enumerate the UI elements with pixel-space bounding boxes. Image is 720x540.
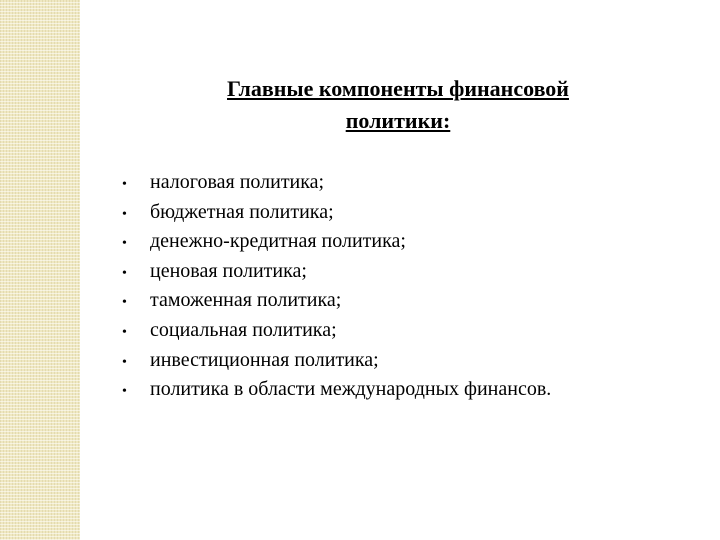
list-item-text: социальная политика;: [150, 318, 337, 341]
bullet-dot-icon: •: [122, 206, 127, 222]
list-item: [122, 227, 551, 257]
list-item: [122, 286, 551, 316]
slide-title: [140, 73, 656, 137]
list-item-text: политика в области международных финансов.: [150, 378, 552, 401]
bullet-dot-icon: •: [122, 324, 127, 340]
decorative-side-strip: [0, 0, 80, 540]
list-item: [122, 346, 551, 376]
slide-title-line-2: политики:: [345, 108, 451, 133]
list-item: [122, 375, 551, 405]
bullet-list: [122, 168, 551, 405]
list-item-text: таможенная политика;: [150, 289, 342, 312]
bullet-dot-icon: •: [122, 384, 127, 400]
list-item-text: ценовая политика;: [150, 259, 307, 282]
list-item-text: налоговая политика;: [150, 171, 325, 193]
bullet-dot-icon: •: [122, 236, 127, 252]
list-item: [122, 198, 551, 228]
list-item-text: бюджетная политика;: [150, 200, 334, 223]
bullet-dot-icon: •: [122, 354, 127, 370]
list-item-text: денежно-кредитная политика;: [150, 230, 406, 253]
list-item: [122, 257, 551, 287]
list-item: [122, 316, 551, 346]
bullet-dot-icon: •: [122, 265, 127, 281]
slide-title-line-1: Главные компоненты финансовой: [227, 76, 569, 101]
bullet-dot-icon: •: [122, 295, 127, 311]
list-item: [122, 168, 551, 198]
list-item-text: инвестиционная политика;: [150, 348, 379, 371]
bullet-dot-icon: •: [122, 177, 127, 192]
